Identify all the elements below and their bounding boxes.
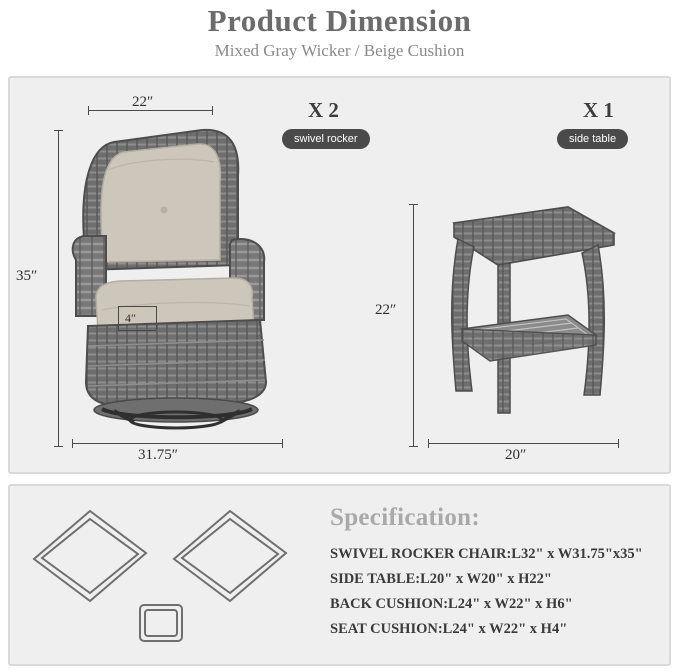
swivel-rocker-illustration xyxy=(62,120,287,430)
chair-type-pill: swivel rocker xyxy=(282,129,370,149)
chair-width-top-cap-left xyxy=(88,106,89,115)
chair-cushion-line-right xyxy=(156,306,157,330)
carton-outlines xyxy=(28,505,318,650)
chair-height-cap-top xyxy=(54,130,63,131)
table-height-cap-bottom xyxy=(409,446,418,447)
table-width-label: 20″ xyxy=(505,447,527,463)
table-width-cap-right xyxy=(618,439,619,448)
specification-title: Specification: xyxy=(330,504,481,531)
specification-line: SIDE TABLE:L20" x W20" x H22" xyxy=(330,571,552,587)
table-width-cap-left xyxy=(428,439,429,448)
chair-cushion-line-left xyxy=(118,306,119,330)
table-type-pill: side table xyxy=(557,129,628,149)
specification-list xyxy=(330,542,660,642)
table-height-label: 22″ xyxy=(375,302,397,318)
chair-width-bottom-cap-left xyxy=(72,439,73,448)
chair-width-bottom-label: 31.75″ xyxy=(138,447,178,463)
chair-height-line xyxy=(58,130,59,446)
side-table-illustration xyxy=(418,195,628,430)
specification-line: SEAT CUSHION:L24" x W22" x H4" xyxy=(330,621,568,637)
chair-width-bottom-line xyxy=(72,443,282,444)
table-width-line xyxy=(428,443,618,444)
page-subtitle: Mixed Gray Wicker / Beige Cushion xyxy=(214,41,465,60)
table-count-label: X 1 xyxy=(583,98,614,122)
chair-width-top-label: 22″ xyxy=(132,94,154,110)
table-height-line xyxy=(413,204,414,446)
chair-height-cap-bottom xyxy=(54,446,63,447)
chair-count-label: X 2 xyxy=(308,98,339,122)
page-title: Product Dimension xyxy=(207,3,472,38)
specification-line: SWIVEL ROCKER CHAIR:L32" x W31.75"x35" xyxy=(330,546,643,562)
specification-line: BACK CUSHION:L24" x W22" x H6" xyxy=(330,596,573,612)
chair-cushion-thickness-label: 4″ xyxy=(125,311,136,325)
chair-cushion-line-bottom xyxy=(118,330,156,331)
chair-width-bottom-cap-right xyxy=(282,439,283,448)
chair-cushion-line-top xyxy=(118,306,156,307)
chair-width-top-cap-right xyxy=(212,106,213,115)
header xyxy=(0,0,679,62)
table-height-cap-top xyxy=(409,204,418,205)
chair-height-label: 35″ xyxy=(16,268,38,284)
